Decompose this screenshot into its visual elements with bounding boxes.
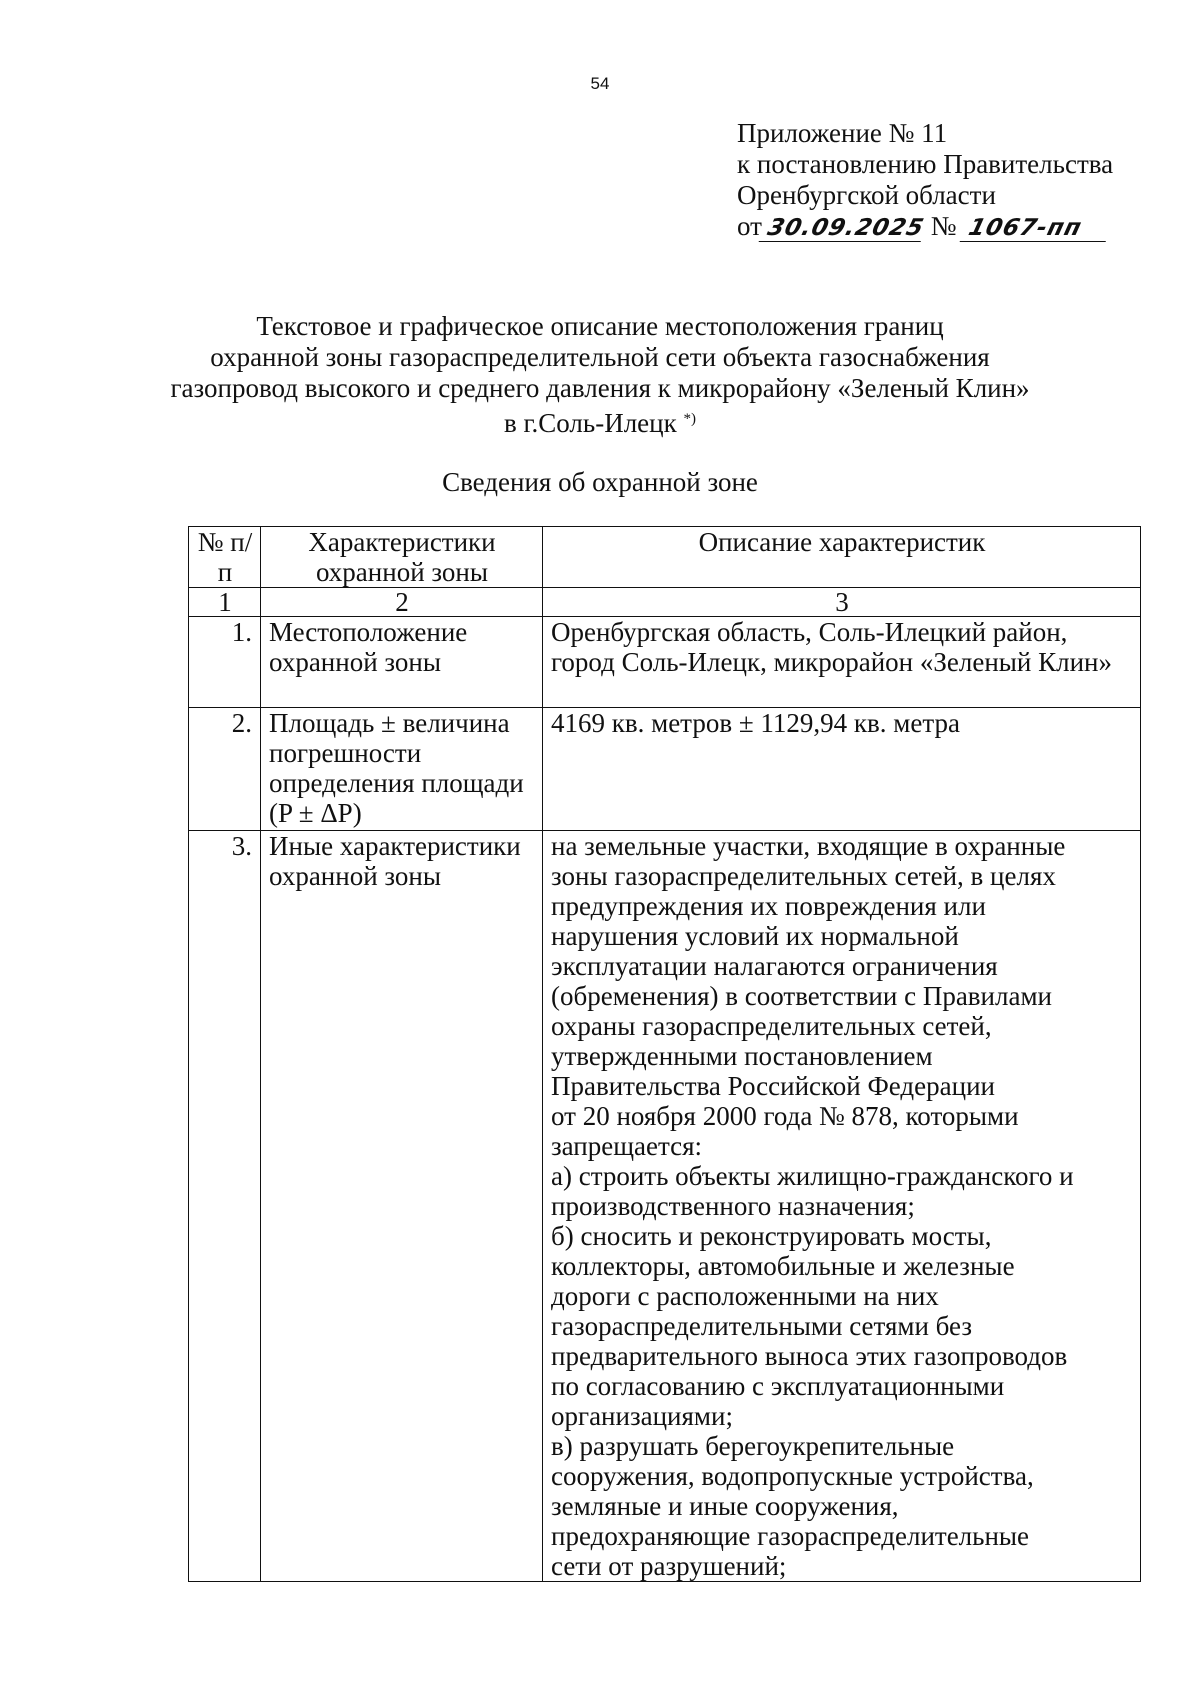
- title-line-2: охранной зоны газораспределительной сети объекта газоснабжения: [210, 342, 990, 372]
- table-row: [189, 708, 1141, 831]
- title-line-1: Текстовое и графическое описание местоположения границ: [256, 311, 944, 341]
- appendix-title: Приложение № 11: [737, 118, 948, 148]
- appendix-block: [737, 118, 1113, 242]
- description-line: б) сносить и реконструировать мосты,: [551, 1221, 992, 1251]
- handwritten-date: 30.09.2025: [759, 215, 928, 242]
- handwritten-number: 1067-пп: [960, 215, 1113, 242]
- appendix-line-resolution: к постановлению Правительства: [737, 149, 1114, 179]
- footnote-mark: *): [683, 411, 696, 427]
- page-number: 54: [590, 74, 610, 93]
- index-cell-2: 2: [261, 588, 543, 617]
- appendix-line-region: Оренбургской области: [737, 180, 996, 210]
- row-description: 4169 кв. метров ± 1129,94 кв. метра: [543, 708, 1141, 831]
- description-line: зоны газораспределительных сетей, в целях: [551, 861, 1056, 891]
- section-subtitle: Сведения об охранной зоне: [442, 467, 758, 497]
- description-line: в) разрушать берегоукрепительные: [551, 1431, 955, 1461]
- description-line: по согласованию с эксплуатационными: [551, 1371, 1005, 1401]
- row-characteristic: Иные характеристики охранной зоны: [261, 831, 543, 1582]
- description-line: сети от разрушений;: [551, 1551, 787, 1581]
- title-line-4-text: в г.Соль-Илецк: [504, 408, 677, 438]
- row-characteristic: Местоположение охранной зоны: [261, 617, 543, 708]
- description-line: запрещается:: [551, 1131, 703, 1161]
- row-description: Оренбургская область, Соль-Илецкий район, город Соль-Илецк, микрорайон «Зеленый Клин»: [543, 617, 1141, 708]
- description-line: утвержденными постановлением: [551, 1041, 933, 1071]
- protection-zone-table: [188, 526, 1141, 1582]
- description-line: Правительства Российской Федерации: [551, 1071, 995, 1101]
- description-line: охраны газораспределительных сетей,: [551, 1011, 992, 1041]
- index-cell-3: 3: [543, 588, 1141, 617]
- header-characteristics: Характеристики охранной зоны: [261, 527, 543, 588]
- title-line-4: [150, 404, 1050, 439]
- description-line: предохраняющие газораспределительные: [551, 1521, 1030, 1551]
- appendix-date-number-line: [737, 211, 1113, 242]
- description-line: земляные и иные сооружения,: [551, 1491, 899, 1521]
- description-line: предупреждения их повреждения или: [551, 891, 986, 921]
- document-title: [150, 311, 1050, 439]
- title-line-3: газопровод высокого и среднего давления к микрорайону «Зеленый Клин»: [170, 373, 1030, 403]
- row-number: 2.: [189, 708, 261, 831]
- index-cell-1: 1: [189, 588, 261, 617]
- description-line: коллекторы, автомобильные и железные: [551, 1251, 1015, 1281]
- description-line: предварительного выноса этих газопроводов: [551, 1341, 1068, 1371]
- table-row: [189, 617, 1141, 708]
- from-label: от: [737, 211, 762, 241]
- description-line: а) строить объекты жилищно-гражданского и: [551, 1161, 1074, 1191]
- description-line: сооружения, водопропускные устройства,: [551, 1461, 1034, 1491]
- description-line: дороги с расположенными на них: [551, 1281, 939, 1311]
- number-label: №: [930, 211, 957, 241]
- description-line: производственного назначения;: [551, 1191, 915, 1221]
- row-number: 3.: [189, 831, 261, 1582]
- description-line: эксплуатации налагаются ограничения: [551, 951, 998, 981]
- description-line: организациями;: [551, 1401, 733, 1431]
- header-number: № п/п: [189, 527, 261, 588]
- table-index-row: [189, 588, 1141, 617]
- row-number: 1.: [189, 617, 261, 708]
- description-line: нарушения условий их нормальной: [551, 921, 959, 951]
- description-line: на земельные участки, входящие в охранные: [551, 831, 1066, 861]
- row-characteristic: Площадь ± величина погрешности определения площади (P ± ΔP): [261, 708, 543, 831]
- header-description: Описание характеристик: [543, 527, 1141, 588]
- row-description: [543, 831, 1141, 1582]
- table-row: [189, 831, 1141, 1582]
- description-line: от 20 ноября 2000 года № 878, которыми: [551, 1101, 1019, 1131]
- description-line: (обременения) в соответствии с Правилами: [551, 981, 1052, 1011]
- description-line: газораспределительными сетями без: [551, 1311, 973, 1341]
- table-header-row: [189, 527, 1141, 588]
